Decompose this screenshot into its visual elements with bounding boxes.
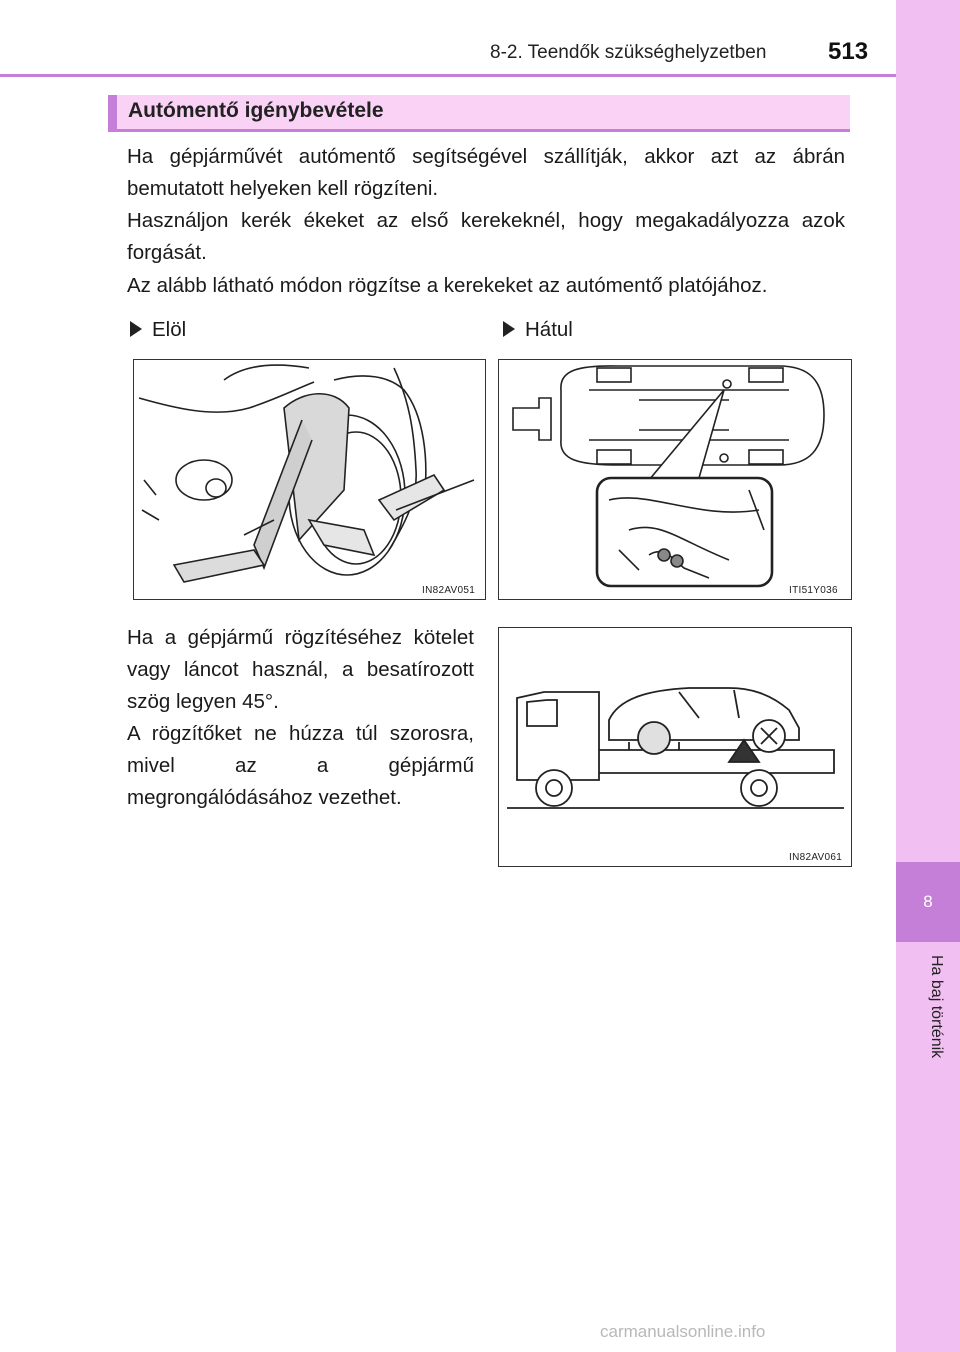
section-title: Autómentő igénybevétele (128, 99, 384, 122)
caption-front: Elöl (130, 318, 186, 342)
figure-code-front: IN82AV051 (422, 585, 476, 596)
running-header: 8-2. Teendők szükséghelyzetben (490, 42, 767, 63)
note-angle: Ha a gépjármű rögzítéséhez kötelet vagy láncot használ, a besatírozott szög legyen 45°. (127, 626, 474, 713)
paragraph-intro: Ha gépjárművét autómentő segítségével szállítják, akkor azt az ábrán bemutatott helyeken kell rögzíteni. (127, 145, 845, 200)
page-number: 513 (828, 38, 869, 65)
caption-rear: Hátul (503, 318, 573, 342)
figure-code-truck: IN82AV061 (789, 852, 843, 863)
header-divider (0, 74, 896, 77)
figure-tow-truck (498, 627, 852, 867)
figure-front-wheel (133, 359, 486, 600)
figure-code-rear: ITI51Y036 (789, 585, 838, 596)
section-accent (108, 95, 117, 132)
chapter-number-tab[interactable]: 8 (896, 862, 960, 942)
chapter-label: Ha baj történik (928, 955, 945, 1059)
tow-truck-illustration (499, 628, 850, 865)
section-heading-bar (108, 95, 850, 132)
paragraph-tie-down: Az alább látható módon rögzítse a kerekeket az autómentő platójához. (127, 274, 768, 297)
front-wheel-illustration (134, 360, 484, 598)
note-tightness: A rögzítőket ne húzza túl szorosra, mivel az a gépjármű megrongálódásához vezethet. (127, 722, 474, 809)
figure-rear-underbody (498, 359, 852, 600)
triangle-bullet-icon (503, 321, 515, 337)
triangle-bullet-icon (130, 321, 142, 337)
watermark: carmanualsonline.info (600, 1322, 766, 1341)
rear-underbody-illustration (499, 360, 850, 598)
paragraph-wheel-chocks: Használjon kerék ékeket az első kerekeknél, hogy megakadályozza azok forgását. (127, 209, 845, 264)
